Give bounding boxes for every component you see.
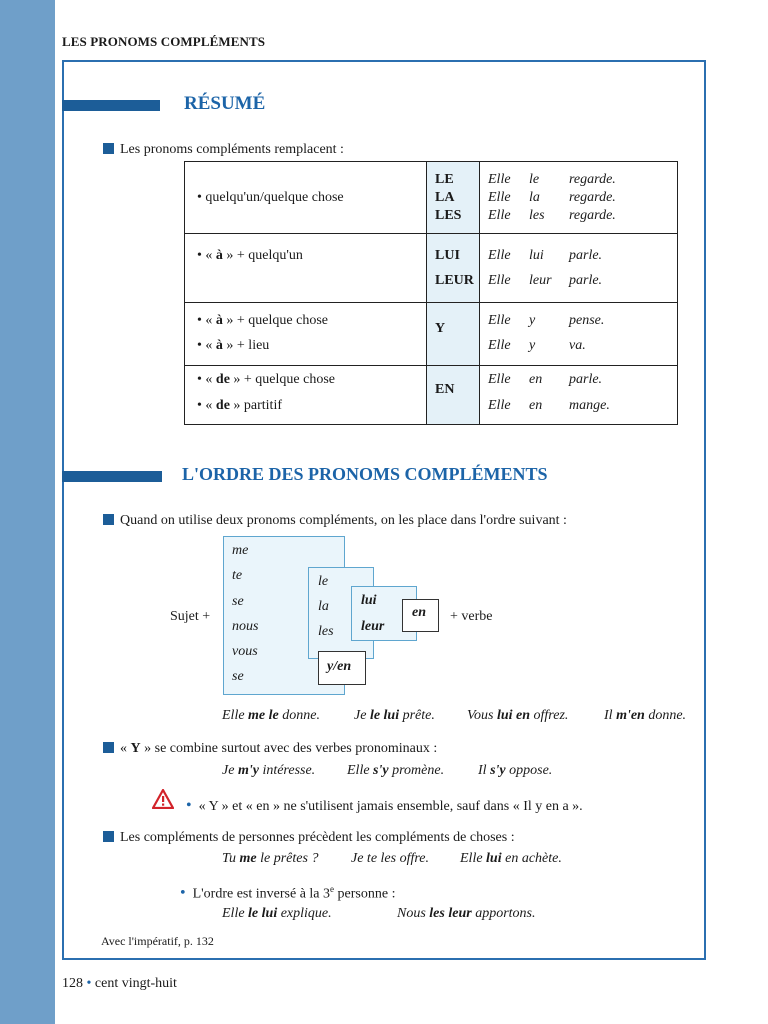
pronoun-y-en: y/en <box>327 659 352 674</box>
example-line: Elle y pense. <box>488 313 605 328</box>
order-example: Elle me le donne. <box>222 708 320 723</box>
pronoun-nous: nous <box>232 619 259 634</box>
persons-example: Je te les offre. <box>351 851 430 866</box>
pronoun-te: te <box>232 568 243 583</box>
pronoun-label: LE <box>435 172 454 187</box>
pronoun-se-plural: se <box>232 669 244 684</box>
page-footer <box>62 976 177 992</box>
sujet-label: Sujet + <box>170 609 211 624</box>
table-cell-pronoun <box>427 366 480 425</box>
running-head: LES PRONOMS COMPLÉMENTS <box>62 34 266 49</box>
table-row <box>185 162 678 234</box>
order-example: Vous lui en offrez. <box>467 708 569 723</box>
pronoun-lui: lui <box>361 593 377 608</box>
y-rule: « Y » se combine surtout avec des verbes pronominaux : <box>103 741 437 757</box>
pronoun-label: LUI <box>435 248 460 263</box>
table-row <box>185 366 678 425</box>
table-cell-case <box>185 303 427 366</box>
resume-intro <box>103 142 344 158</box>
persons-rule-text: Les compléments de personnes précèdent les compléments de choses : <box>120 830 515 845</box>
case-text: • « de » + quelque chose <box>197 372 335 387</box>
resume-title: RÉSUMÉ <box>184 93 266 114</box>
inverse-note: • L'ordre est inversé à la 3e personne : <box>180 884 396 902</box>
case-text: • « à » + quelque chose <box>197 313 328 328</box>
square-bullet-icon <box>103 831 114 842</box>
left-color-band <box>0 0 55 1024</box>
case-text: • « à » + lieu <box>197 338 270 353</box>
table-cell-pronoun <box>427 162 480 234</box>
inverse-example: Nous les leur apportons. <box>397 906 536 921</box>
ordre-intro-text: Quand on utilise deux pronoms compléments, on les place dans l'ordre suivant : <box>120 513 567 528</box>
pronoun-le: le <box>318 574 329 589</box>
example-line: Elle leur parle. <box>488 273 603 288</box>
table-cell-examples <box>480 366 678 425</box>
pronoun-label: EN <box>435 382 455 397</box>
ordre-intro <box>103 513 567 529</box>
table-cell-examples <box>480 162 678 234</box>
persons-rule <box>103 830 515 846</box>
order-example: Je le lui prête. <box>354 708 435 723</box>
case-text: • quelqu'un/quelque chose <box>197 190 344 205</box>
warning-icon <box>152 789 174 809</box>
round-bullet-icon: • <box>180 884 186 902</box>
case-text: • « de » partitif <box>197 398 283 413</box>
table-cell-case <box>185 162 427 234</box>
case-text: • « à » + quelqu'un <box>197 248 303 263</box>
example-line: Elle en mange. <box>488 398 610 413</box>
pronoun-label: LA <box>435 190 455 205</box>
imperatif-reference: Avec l'impératif, p. 132 <box>101 934 214 948</box>
verbe-label: + verbe <box>450 609 493 624</box>
table-cell-case <box>185 366 427 425</box>
section-bar <box>62 100 160 111</box>
table-cell-examples <box>480 303 678 366</box>
pronoun-vous: vous <box>232 644 258 659</box>
example-line: Elle les regarde. <box>488 208 616 223</box>
example-line: Elle lui parle. <box>488 248 603 263</box>
resume-intro-text: Les pronoms compléments remplacent : <box>120 142 344 157</box>
table-cell-pronoun <box>427 234 480 303</box>
y-example: Elle s'y promène. <box>347 763 445 778</box>
table-row <box>185 234 678 303</box>
pronoun-la: la <box>318 599 329 614</box>
pronoun-label: LEUR <box>435 273 474 288</box>
square-bullet-icon <box>103 143 114 154</box>
example-line: Elle le regarde. <box>488 172 616 187</box>
warning-note <box>186 797 583 815</box>
section-bar <box>62 471 162 482</box>
order-example: Il m'en donne. <box>604 708 687 723</box>
square-bullet-icon <box>103 742 114 753</box>
pronoun-se: se <box>232 594 244 609</box>
table-cell-pronoun <box>427 303 480 366</box>
page-number: 128 <box>62 976 83 991</box>
persons-example: Tu me le prêtes ? <box>222 851 319 866</box>
pronoun-les: les <box>318 624 334 639</box>
example-line: Elle la regarde. <box>488 190 616 205</box>
inverse-example: Elle le lui explique. <box>222 906 332 921</box>
y-example: Il s'y oppose. <box>478 763 553 778</box>
pronoun-summary-table <box>184 161 678 425</box>
page-number-words: cent vingt-huit <box>94 976 177 991</box>
pronoun-label: LES <box>435 208 462 223</box>
pronoun-label: Y <box>435 321 446 336</box>
pronoun-me: me <box>232 543 249 558</box>
pronoun-en: en <box>412 605 426 620</box>
round-bullet-icon: • <box>186 797 192 814</box>
y-example: Je m'y intéresse. <box>222 763 316 778</box>
square-bullet-icon <box>103 514 114 525</box>
example-line: Elle y va. <box>488 338 586 353</box>
pronoun-leur: leur <box>361 619 385 634</box>
table-cell-case <box>185 234 427 303</box>
example-line: Elle en parle. <box>488 372 603 387</box>
table-row <box>185 303 678 366</box>
round-bullet-icon: • <box>86 976 92 991</box>
persons-example: Elle lui en achète. <box>460 851 562 866</box>
warning-text: « Y » et « en » ne s'utilisent jamais ensemble, sauf dans « Il y en a ». <box>198 799 583 814</box>
table-cell-examples <box>480 234 678 303</box>
ordre-title: L'ORDRE DES PRONOMS COMPLÉMENTS <box>182 464 548 484</box>
